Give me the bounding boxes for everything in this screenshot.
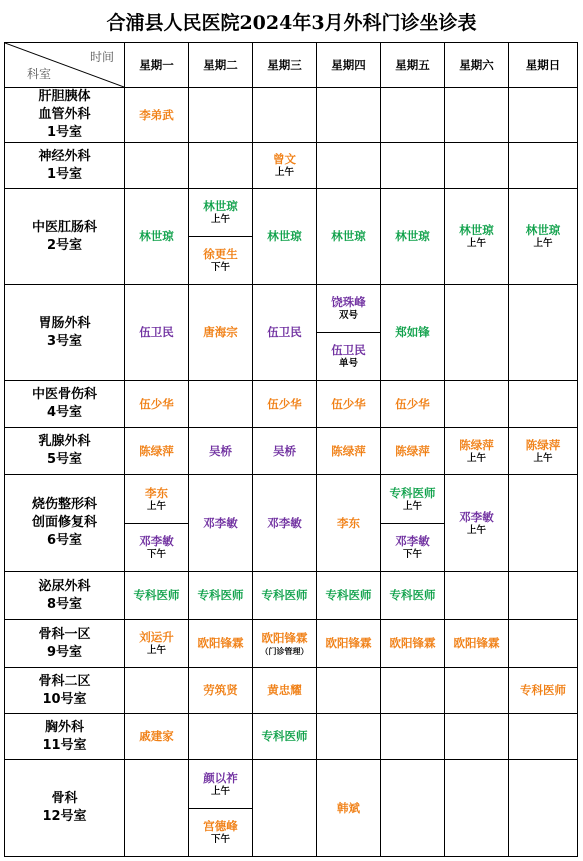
- schedule-cell: [253, 88, 317, 143]
- doctor-name: 伍少华: [139, 396, 174, 411]
- day-header: 星期五: [381, 43, 445, 88]
- schedule-row: [5, 714, 578, 760]
- session-note: 上午: [466, 524, 486, 536]
- schedule-cell: [317, 475, 381, 572]
- doctor-name: 林世琼: [331, 229, 366, 243]
- time-label: 时间: [89, 50, 114, 64]
- dept-cell: [5, 189, 125, 285]
- dept-cell: [5, 143, 125, 189]
- doctor-name: 邓李敏: [139, 533, 174, 548]
- schedule-cell: [381, 428, 445, 475]
- doctor-name: 邓李敏: [459, 509, 494, 524]
- doctor-name: 陈绿萍: [525, 437, 561, 452]
- dept-cell: [5, 572, 125, 620]
- schedule-cell: [189, 714, 253, 760]
- schedule-cell: [381, 760, 445, 857]
- doctor-name: 吴桥: [273, 443, 296, 458]
- schedule-cell: [445, 572, 509, 620]
- schedule-cell: [253, 285, 317, 381]
- doctor-name: 陈绿萍: [459, 437, 494, 452]
- schedule-cell: [253, 572, 317, 620]
- dept-line: 1号室: [46, 166, 83, 182]
- doctor-name: 刘运升: [139, 630, 174, 644]
- schedule-row: [5, 189, 578, 285]
- schedule-cell: [317, 668, 381, 714]
- session-note: 上午: [533, 452, 553, 464]
- schedule-cell: [189, 381, 253, 428]
- schedule-cell: [445, 189, 509, 285]
- dept-line: 12号室: [42, 809, 87, 824]
- doctor-name: 戚建家: [139, 729, 174, 743]
- split-half: [189, 190, 252, 237]
- dept-line: 9号室: [46, 644, 83, 660]
- dept-line: 中医骨伤科: [31, 387, 97, 402]
- schedule-cell: [189, 760, 253, 857]
- dept-cell: [5, 714, 125, 760]
- session-note: 上午: [146, 500, 166, 512]
- schedule-cell: [317, 620, 381, 668]
- schedule-cell: [317, 189, 381, 285]
- schedule-cell: [253, 668, 317, 714]
- schedule-cell: [317, 714, 381, 760]
- schedule-cell: [189, 620, 253, 668]
- schedule-cell: [253, 475, 317, 572]
- day-header: 星期二: [189, 43, 253, 88]
- doctor-name: 颜以祚: [203, 770, 238, 785]
- schedule-cell: [381, 189, 445, 285]
- dept-line: 胸外科: [44, 719, 84, 735]
- doctor-name: 伍卫民: [267, 325, 302, 339]
- schedule-cell: [509, 620, 578, 668]
- schedule-cell: [509, 285, 578, 381]
- schedule-cell: [189, 572, 253, 620]
- session-note: 上午: [210, 785, 230, 797]
- schedule-cell: [445, 428, 509, 475]
- dept-line: 血管外科: [38, 107, 91, 122]
- doctor-name: 韩斌: [337, 800, 360, 815]
- day-header: 星期三: [253, 43, 317, 88]
- dept-line: 6号室: [46, 533, 83, 548]
- split-half: [381, 476, 444, 523]
- doctor-name: 李弟武: [139, 107, 174, 122]
- schedule-cell: [381, 475, 445, 572]
- dept-line: 烧伤整形科: [31, 497, 97, 512]
- schedule-cell: [189, 668, 253, 714]
- dept-cell: [5, 428, 125, 475]
- schedule-cell: [189, 285, 253, 381]
- doctor-name: 专科医师: [389, 588, 436, 602]
- session-note: 下午: [146, 548, 166, 560]
- doctor-name: 伍卫民: [331, 342, 366, 357]
- schedule-cell: [381, 620, 445, 668]
- split-half: [189, 808, 252, 856]
- dept-cell: [5, 285, 125, 381]
- schedule-cell: [509, 143, 578, 189]
- doctor-name: 林世琼: [139, 229, 174, 243]
- dept-line: 胃肠外科: [38, 315, 91, 331]
- schedule-table: [4, 42, 578, 857]
- doctor-name: 专科医师: [261, 588, 308, 602]
- doctor-name: 欧阳锋霖: [197, 636, 244, 650]
- schedule-cell: [189, 189, 253, 285]
- schedule-cell: [445, 88, 509, 143]
- day-header: 星期四: [317, 43, 381, 88]
- schedule-cell: [317, 143, 381, 189]
- doctor-name: 劳筑贤: [203, 683, 238, 697]
- session-note: 上午: [274, 167, 294, 178]
- schedule-row: [5, 620, 578, 668]
- split-half: [125, 523, 188, 571]
- doctor-name: 林世琼: [525, 223, 561, 237]
- schedule-row: [5, 475, 578, 572]
- doctor-name: 专科医师: [197, 588, 244, 602]
- session-note: 下午: [210, 833, 230, 845]
- schedule-cell: [317, 760, 381, 857]
- schedule-cell: [509, 381, 578, 428]
- schedule-row: [5, 760, 578, 857]
- schedule-cell: [381, 285, 445, 381]
- schedule-row: [5, 143, 578, 189]
- schedule-cell: [317, 88, 381, 143]
- doctor-name: 欧阳锋霖: [389, 636, 436, 650]
- doctor-name: 专科医师: [520, 683, 566, 697]
- schedule-cell: [189, 475, 253, 572]
- dept-line: 5号室: [46, 452, 83, 467]
- schedule-cell: [445, 475, 509, 572]
- session-note: 下午: [210, 261, 230, 273]
- doctor-name: 陈绿萍: [395, 443, 430, 458]
- header-row: [5, 43, 578, 88]
- schedule-cell: [125, 620, 189, 668]
- dept-line: 10号室: [42, 691, 87, 707]
- day-header: 星期六: [445, 43, 509, 88]
- schedule-cell: [125, 572, 189, 620]
- schedule-row: [5, 88, 578, 143]
- schedule-row: [5, 572, 578, 620]
- doctor-name: 邓李敏: [395, 533, 430, 548]
- schedule-cell: [445, 143, 509, 189]
- schedule-cell: [509, 88, 578, 143]
- schedule-cell: [125, 88, 189, 143]
- page-title: 合浦县人民医院2024年3月外科门诊坐诊表: [106, 11, 477, 34]
- schedule-row: [5, 668, 578, 714]
- schedule-cell: [381, 381, 445, 428]
- doctor-name: 伍少华: [395, 396, 430, 411]
- doctor-name: 唐海宗: [203, 325, 238, 339]
- schedule-cell: [381, 88, 445, 143]
- dept-line: 创面修复科: [31, 515, 97, 530]
- session-note: 上午: [466, 238, 486, 249]
- schedule-cell: [317, 572, 381, 620]
- doctor-name: 欧阳锋霖: [261, 630, 308, 645]
- session-note: 下午: [402, 548, 422, 560]
- doctor-name: 曾文: [273, 152, 296, 166]
- schedule-cell: [445, 620, 509, 668]
- doctor-name: 饶珠峰: [331, 295, 366, 310]
- schedule-cell: [509, 668, 578, 714]
- schedule-cell: [125, 760, 189, 857]
- dept-line: 神经外科: [38, 148, 91, 164]
- doctor-name: 宫德峰: [203, 818, 238, 833]
- schedule-cell: [381, 714, 445, 760]
- schedule-cell: [125, 475, 189, 572]
- doctor-name: 专科医师: [325, 588, 372, 602]
- schedule-cell: [509, 189, 578, 285]
- doctor-name: 邓李敏: [267, 515, 302, 530]
- dept-line: 4号室: [46, 405, 83, 420]
- doctor-name: 伍卫民: [139, 325, 174, 339]
- session-note: 上午: [533, 238, 553, 249]
- schedule-cell: [125, 428, 189, 475]
- schedule-row: [5, 285, 578, 381]
- doctor-name: 李东: [145, 485, 168, 500]
- doctor-name: 专科医师: [133, 588, 180, 602]
- dept-line: 3号室: [46, 333, 83, 349]
- session-note: （门诊管理）: [260, 646, 309, 656]
- schedule-cell: [253, 189, 317, 285]
- schedule-cell: [125, 714, 189, 760]
- schedule-row: [5, 381, 578, 428]
- dept-line: 泌尿外科: [38, 578, 91, 594]
- dept-cell: [5, 88, 125, 143]
- schedule-cell: [381, 668, 445, 714]
- doctor-name: 李东: [337, 515, 360, 530]
- doctor-name: 欧阳锋霖: [325, 636, 372, 650]
- schedule-cell: [509, 572, 578, 620]
- schedule-cell: [125, 668, 189, 714]
- schedule-cell: [509, 714, 578, 760]
- doctor-name: 林世琼: [459, 223, 494, 237]
- schedule-cell: [253, 143, 317, 189]
- dept-line: 8号室: [46, 596, 83, 612]
- session-note: 单号: [338, 357, 358, 369]
- schedule-row: [5, 428, 578, 475]
- dept-line: 1号室: [46, 125, 83, 140]
- dept-cell: [5, 668, 125, 714]
- schedule-cell: [509, 475, 578, 572]
- doctor-name: 徐更生: [203, 246, 238, 261]
- doctor-name: 专科医师: [261, 729, 308, 743]
- split-half: [317, 332, 380, 380]
- schedule-cell: [189, 143, 253, 189]
- dept-line: 肝胆胰体: [38, 89, 91, 104]
- schedule-cell: [253, 760, 317, 857]
- doctor-name: 林世琼: [203, 199, 238, 214]
- session-note: 上午: [402, 500, 422, 512]
- schedule-cell: [125, 285, 189, 381]
- doctor-name: 伍少华: [331, 396, 366, 411]
- doctor-name: 邓李敏: [203, 515, 238, 530]
- schedule-cell: [125, 381, 189, 428]
- schedule-cell: [445, 714, 509, 760]
- session-note: 双号: [338, 310, 358, 322]
- doctor-name: 林世琼: [267, 229, 302, 243]
- split-half: [317, 286, 380, 333]
- schedule-cell: [381, 143, 445, 189]
- session-note: 上午: [466, 452, 486, 464]
- dept-line: 骨科: [51, 791, 78, 806]
- schedule-cell: [509, 428, 578, 475]
- dept-line: 11号室: [42, 737, 87, 753]
- schedule-cell: [317, 428, 381, 475]
- schedule-cell: [125, 143, 189, 189]
- dept-line: 2号室: [46, 237, 83, 253]
- dept-cell: [5, 475, 125, 572]
- day-header: 星期日: [509, 43, 578, 88]
- session-note: 上午: [210, 214, 230, 226]
- dept-line: 中医肛肠科: [31, 219, 97, 235]
- schedule-cell: [189, 428, 253, 475]
- dept-line: 骨科二区: [38, 673, 91, 689]
- doctor-name: 陈绿萍: [139, 443, 174, 458]
- doctor-name: 欧阳锋霖: [453, 636, 500, 650]
- dept-cell: [5, 760, 125, 857]
- dept-label: 科室: [27, 67, 52, 81]
- split-half: [125, 476, 188, 523]
- schedule-cell: [445, 760, 509, 857]
- schedule-cell: [381, 572, 445, 620]
- schedule-cell: [317, 381, 381, 428]
- split-half: [189, 761, 252, 808]
- schedule-cell: [189, 88, 253, 143]
- schedule-cell: [253, 381, 317, 428]
- dept-line: 乳腺外科: [38, 434, 91, 449]
- schedule-cell: [253, 620, 317, 668]
- dept-line: 骨科一区: [38, 626, 91, 642]
- doctor-name: 黄忠耀: [267, 683, 302, 697]
- schedule-cell: [125, 189, 189, 285]
- doctor-name: 吴桥: [209, 443, 232, 458]
- doctor-name: 林世琼: [395, 229, 430, 243]
- schedule-cell: [445, 668, 509, 714]
- doctor-name: 专科医师: [389, 485, 436, 500]
- schedule-cell: [445, 285, 509, 381]
- doctor-name: 伍少华: [267, 396, 302, 411]
- schedule-cell: [509, 760, 578, 857]
- schedule-cell: [317, 285, 381, 381]
- schedule-cell: [253, 714, 317, 760]
- dept-cell: [5, 620, 125, 668]
- doctor-name: 郑如锋: [395, 325, 430, 339]
- schedule-cell: [253, 428, 317, 475]
- day-header: 星期一: [125, 43, 189, 88]
- doctor-name: 陈绿萍: [331, 443, 366, 458]
- header-corner: [5, 43, 125, 88]
- split-half: [381, 523, 444, 571]
- schedule-cell: [445, 381, 509, 428]
- dept-cell: [5, 381, 125, 428]
- session-note: 上午: [146, 645, 166, 656]
- split-half: [189, 236, 252, 284]
